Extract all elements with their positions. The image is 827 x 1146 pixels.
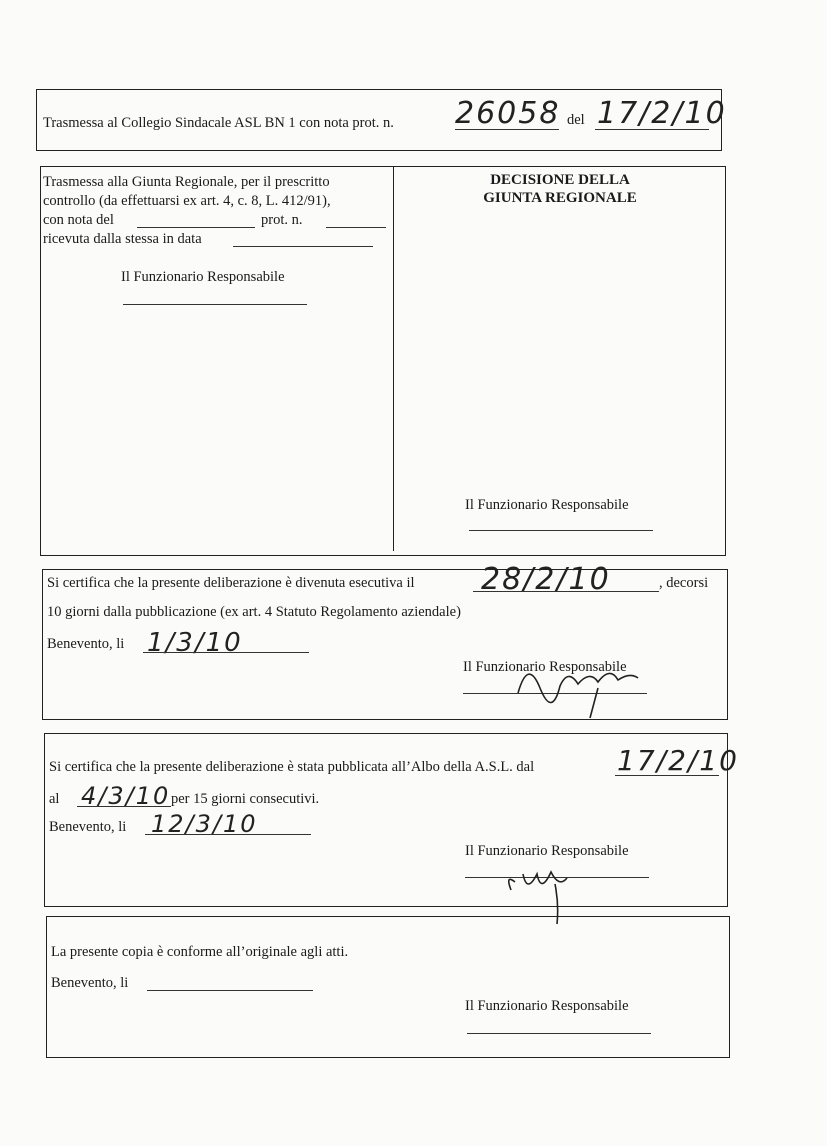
official-label: Il Funzionario Responsabile [463,659,627,675]
date-from-line [615,775,719,776]
al-label: al [49,791,60,807]
decisione-heading-2: GIUNTA REGIONALE [483,190,637,206]
place-date-line [145,834,311,835]
exec-date-line [473,591,659,592]
transmission-collegio-box [36,89,727,151]
copia-conforme-box [46,916,730,1058]
giunta-line3-a: con nota del [43,212,114,228]
giunta-line1: Trasmessa alla Giunta Regionale, per il prescritto [43,174,330,190]
handwritten-date-place: 1/3/10 [147,628,243,658]
prot-number-line [455,129,559,130]
right-signature-line [469,530,653,531]
albo-text: Si certifica che la presente deliberazione è stata pubblicata all’Albo della A.S.L. dal [49,759,535,775]
handwritten-date-from: 17/2/10 [617,744,739,777]
giunta-line4: ricevuta dalla stessa in data [43,231,202,247]
handwritten-date-to: 4/3/10 [81,782,171,810]
place-label: Benevento, li [51,975,129,991]
left-signature-line [123,304,307,305]
giunta-line2: controllo (da effettuarsi ex art. 4, c. 8, L. 412/91), [43,193,331,209]
place-label: Benevento, li [47,636,125,652]
right-official-label: Il Funzionario Responsabile [465,497,629,513]
signature-line [467,1033,651,1034]
official-label: Il Funzionario Responsabile [465,998,629,1014]
place-date-line [147,990,313,991]
conforme-text: La presente copia è conforme all’originale agli atti. [51,944,349,960]
del-label: del [567,112,585,128]
handwritten-prot-number: 26058 [455,96,561,131]
consecutivi-text: per 15 giorni consecutivi. [171,791,320,807]
prot-n-line [326,227,386,228]
official-label: Il Funzionario Responsabile [465,843,629,859]
handwritten-date-place: 12/3/10 [151,810,258,838]
giunta-line3-b: prot. n. [261,212,303,228]
handwritten-signature [475,844,595,924]
decorsi-text: , decorsi [659,575,709,591]
esecutiva-text: Si certifica che la presente deliberazione è divenuta esecutiva il [47,575,415,591]
esecutiva-certificate-box [42,562,728,720]
giunta-regionale-box [40,166,726,556]
handwritten-date-exec: 28/2/10 [481,562,611,597]
vertical-divider [393,167,394,551]
place-date-line [143,652,309,653]
pubblicazione-text: 10 giorni dalla pubblicazione (ex art. 4 Statuto Regolamento aziendale) [47,604,461,620]
date-line [595,129,709,130]
nota-del-line [137,227,255,228]
handwritten-date-collegio: 17/2/10 [597,96,727,131]
pubblicazione-certificate-box [44,733,739,907]
left-official-label: Il Funzionario Responsabile [121,269,285,285]
handwritten-signature [498,648,658,718]
place-label: Benevento, li [49,819,127,835]
collegio-text: Trasmessa al Collegio Sindacale ASL BN 1 con nota prot. n. [43,115,394,131]
date-to-line [77,806,171,807]
ricevuta-data-line [233,246,373,247]
decisione-heading-1: DECISIONE DELLA [490,172,630,188]
